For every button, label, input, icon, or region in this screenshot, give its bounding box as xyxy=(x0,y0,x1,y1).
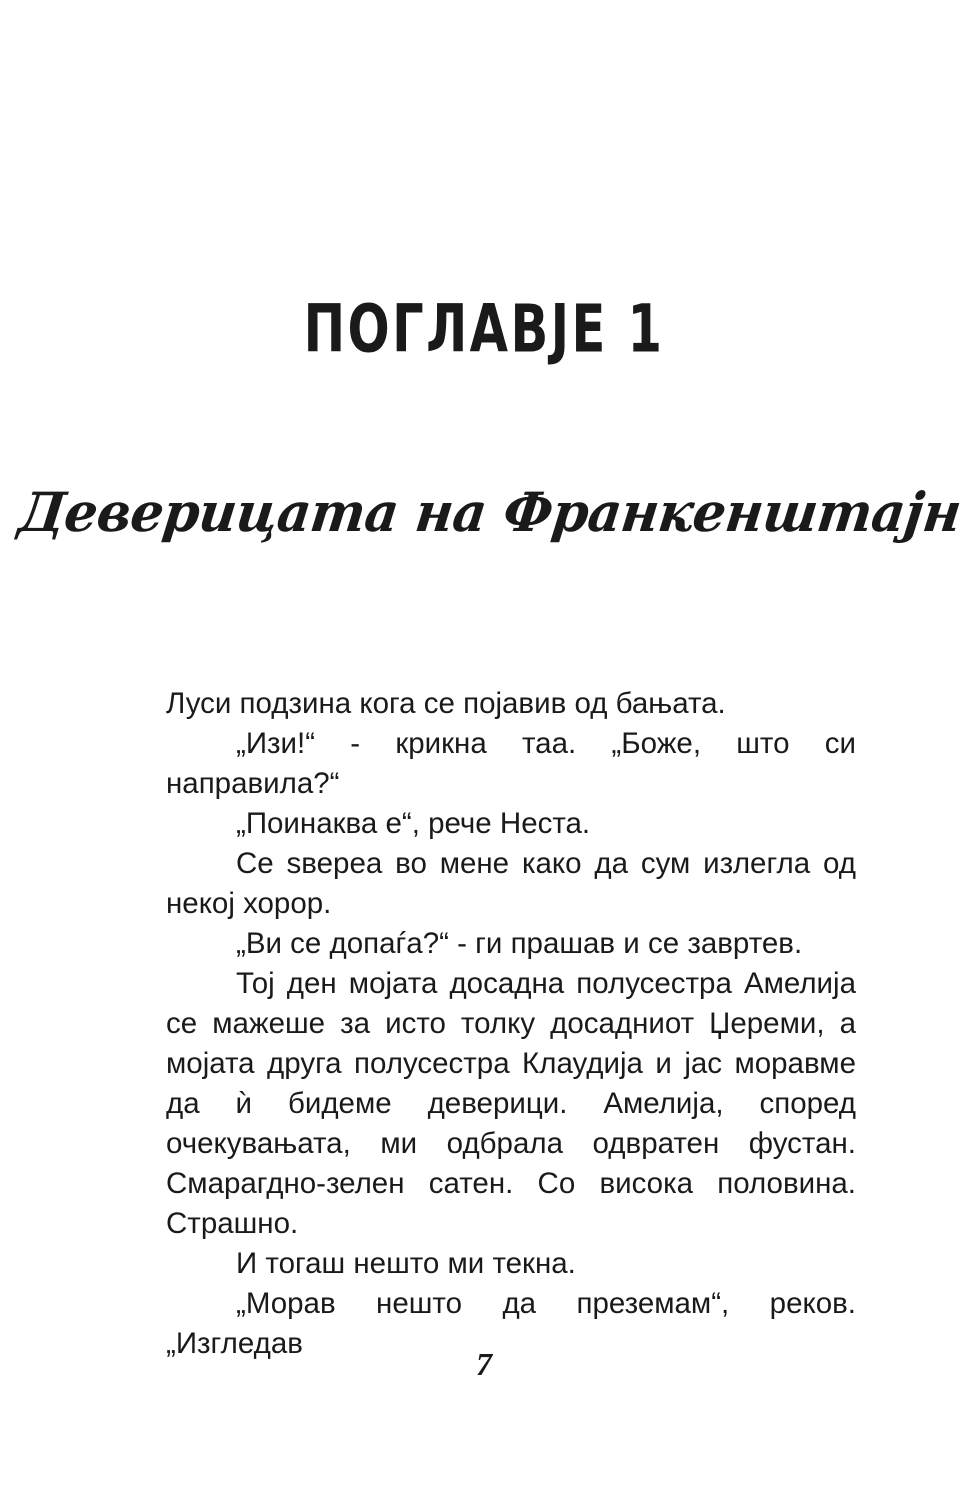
page-number: 7 xyxy=(476,1346,492,1382)
chapter-title: Деверицата на Франкенштајн xyxy=(15,480,965,544)
paragraph: Луси подзина кога се појавив од бањата. xyxy=(166,687,726,720)
paragraph: И тогаш нешто ми текна. xyxy=(236,1247,576,1280)
paragraph: „Морав нешто да преземам“, реков. „Изгледав xyxy=(166,1287,856,1360)
paragraph: Тој ден мојата досадна полусестра Амелија се мажеше за исто толку досадниот Џереми, а мојата друга полусестра Клаудија и јас моравме да ѝ бидеме деверици. Амелија, според очекувањата, ми одбрала одвратен фустан. Смарагдно-зелен сатен. Со висока половина. Страшно. xyxy=(166,967,856,1240)
chapter-heading: ПОГЛАВЈЕ 1 xyxy=(303,289,665,368)
paragraph: „Поинаква е“, рече Неста. xyxy=(236,807,591,840)
body-text xyxy=(166,684,856,1364)
paragraph: „Изи!“ - крикна таа. „Боже, што си направила?“ xyxy=(166,727,856,800)
paragraph: „Ви се допаѓа?“ - ги прашав и се завртев. xyxy=(236,927,803,960)
paragraph: Се ѕвереа во мене како да сум излегла од некој хорор. xyxy=(166,847,856,920)
